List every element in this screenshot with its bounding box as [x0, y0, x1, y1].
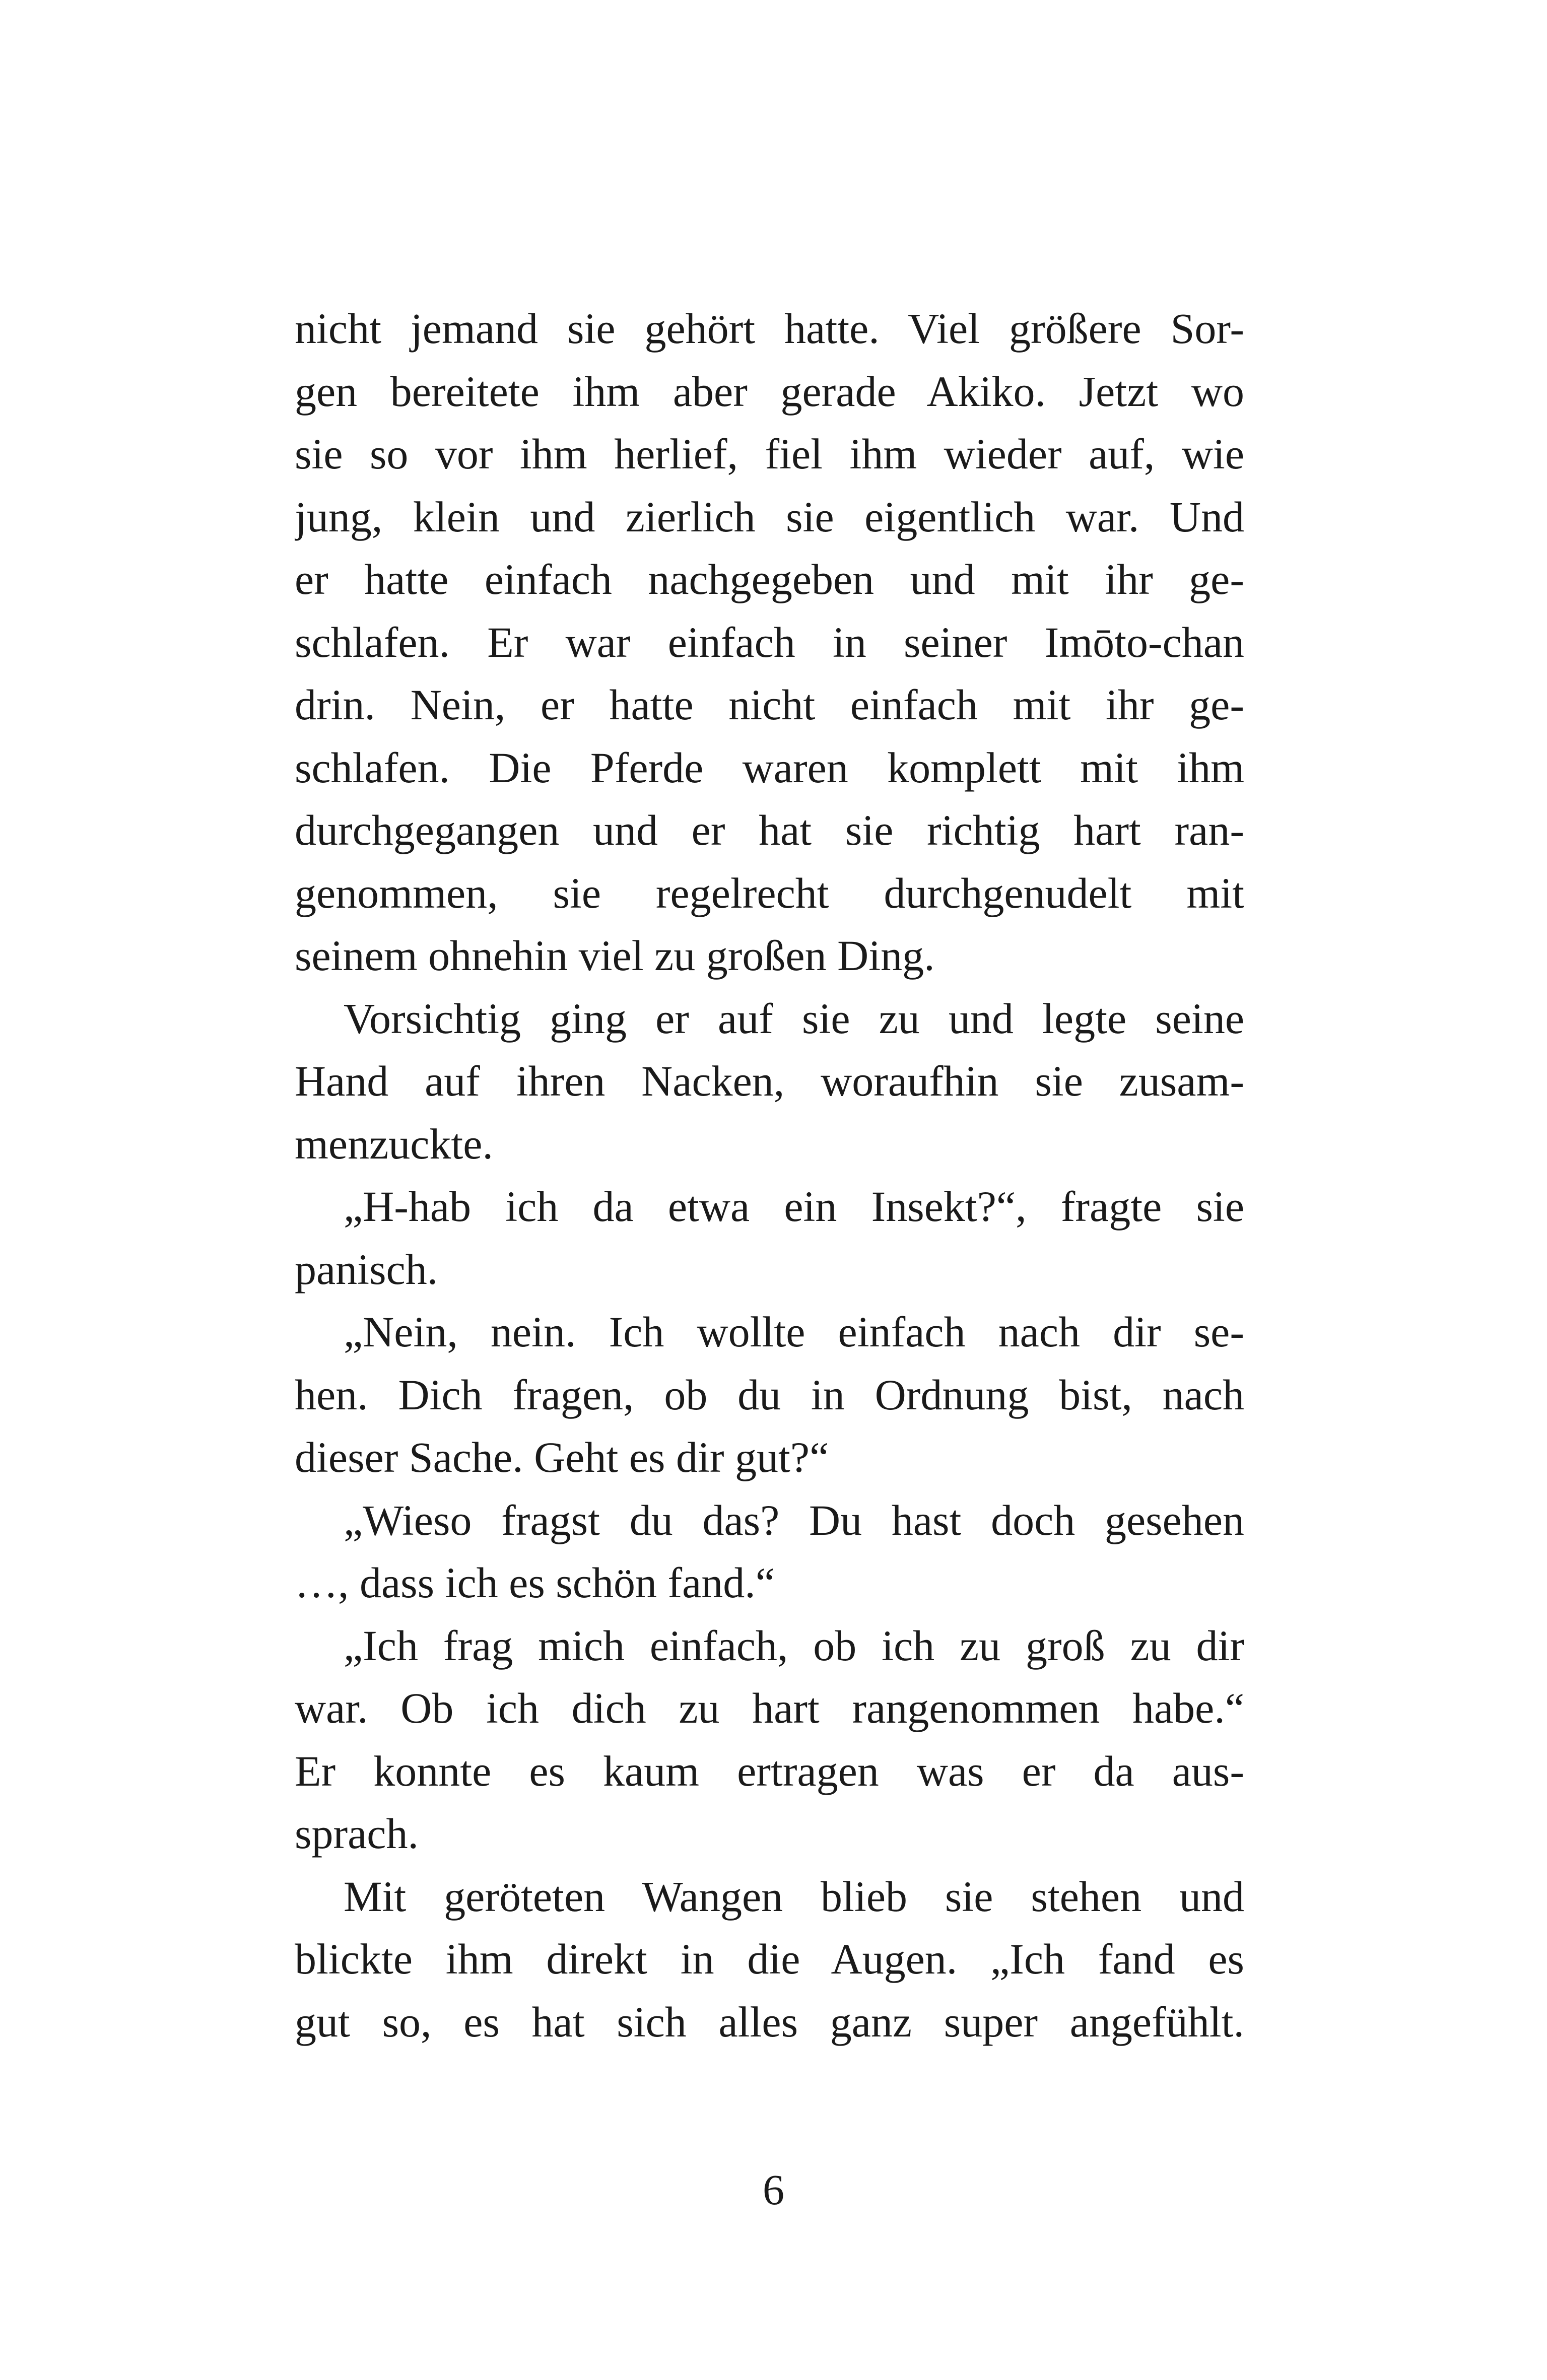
text-line: hen. Dich fragen, ob du in Ordnung bist, nach [295, 1370, 1244, 1419]
text-line: panisch. [295, 1245, 438, 1294]
text-line: „Wieso fragst du das? Du hast doch gesehen [344, 1495, 1244, 1544]
text-line: Er konnte es kaum ertragen was er da aus- [295, 1746, 1244, 1795]
text-line: seinem ohnehin viel zu großen Ding. [295, 931, 935, 980]
text-line: jung, klein und zierlich sie eigentlich war. Und [295, 492, 1244, 541]
text-line: er hatte einfach nachgegeben und mit ihr ge- [295, 555, 1244, 603]
text-line: schlafen. Die Pferde waren komplett mit ihm [295, 743, 1244, 792]
text-line: schlafen. Er war einfach in seiner Imōto-chan [295, 618, 1244, 666]
text-line: dieser Sache. Geht es dir gut?“ [295, 1433, 829, 1481]
text-line: „Ich frag mich einfach, ob ich zu groß zu dir [344, 1621, 1244, 1670]
page-number: 6 [763, 2165, 784, 2214]
text-line: Vorsichtig ging er auf sie zu und legte seine [344, 994, 1244, 1043]
text-line: Hand auf ihren Nacken, woraufhin sie zusam- [295, 1057, 1244, 1105]
text-line: gen bereitete ihm aber gerade Akiko. Jetzt wo [295, 367, 1244, 416]
text-line: gut so, es hat sich alles ganz super angefühlt. [295, 1997, 1244, 2046]
text-line: genommen, sie regelrecht durchgenudelt mit [295, 868, 1244, 917]
text-line: Mit geröteten Wangen blieb sie stehen und [344, 1872, 1244, 1921]
text-line: „H-hab ich da etwa ein Insekt?“, fragte sie [344, 1182, 1244, 1231]
text-line: menzuckte. [295, 1119, 493, 1168]
text-line: blickte ihm direkt in die Augen. „Ich fand es [295, 1935, 1244, 1983]
text-line: „Nein, nein. Ich wollte einfach nach dir se- [344, 1308, 1244, 1356]
text-line: sprach. [295, 1809, 419, 1858]
text-line: drin. Nein, er hatte nicht einfach mit ihr ge- [295, 681, 1244, 729]
text-line: …, dass ich es schön fand.“ [295, 1558, 775, 1607]
text-line: sie so vor ihm herlief, fiel ihm wieder auf, wie [295, 430, 1244, 478]
text-line: war. Ob ich dich zu hart rangenommen habe.“ [295, 1684, 1244, 1732]
body-text [295, 297, 1244, 2053]
text-line: durchgegangen und er hat sie richtig hart ran- [295, 806, 1244, 854]
text-line: nicht jemand sie gehört hatte. Viel größere Sor- [295, 304, 1244, 353]
